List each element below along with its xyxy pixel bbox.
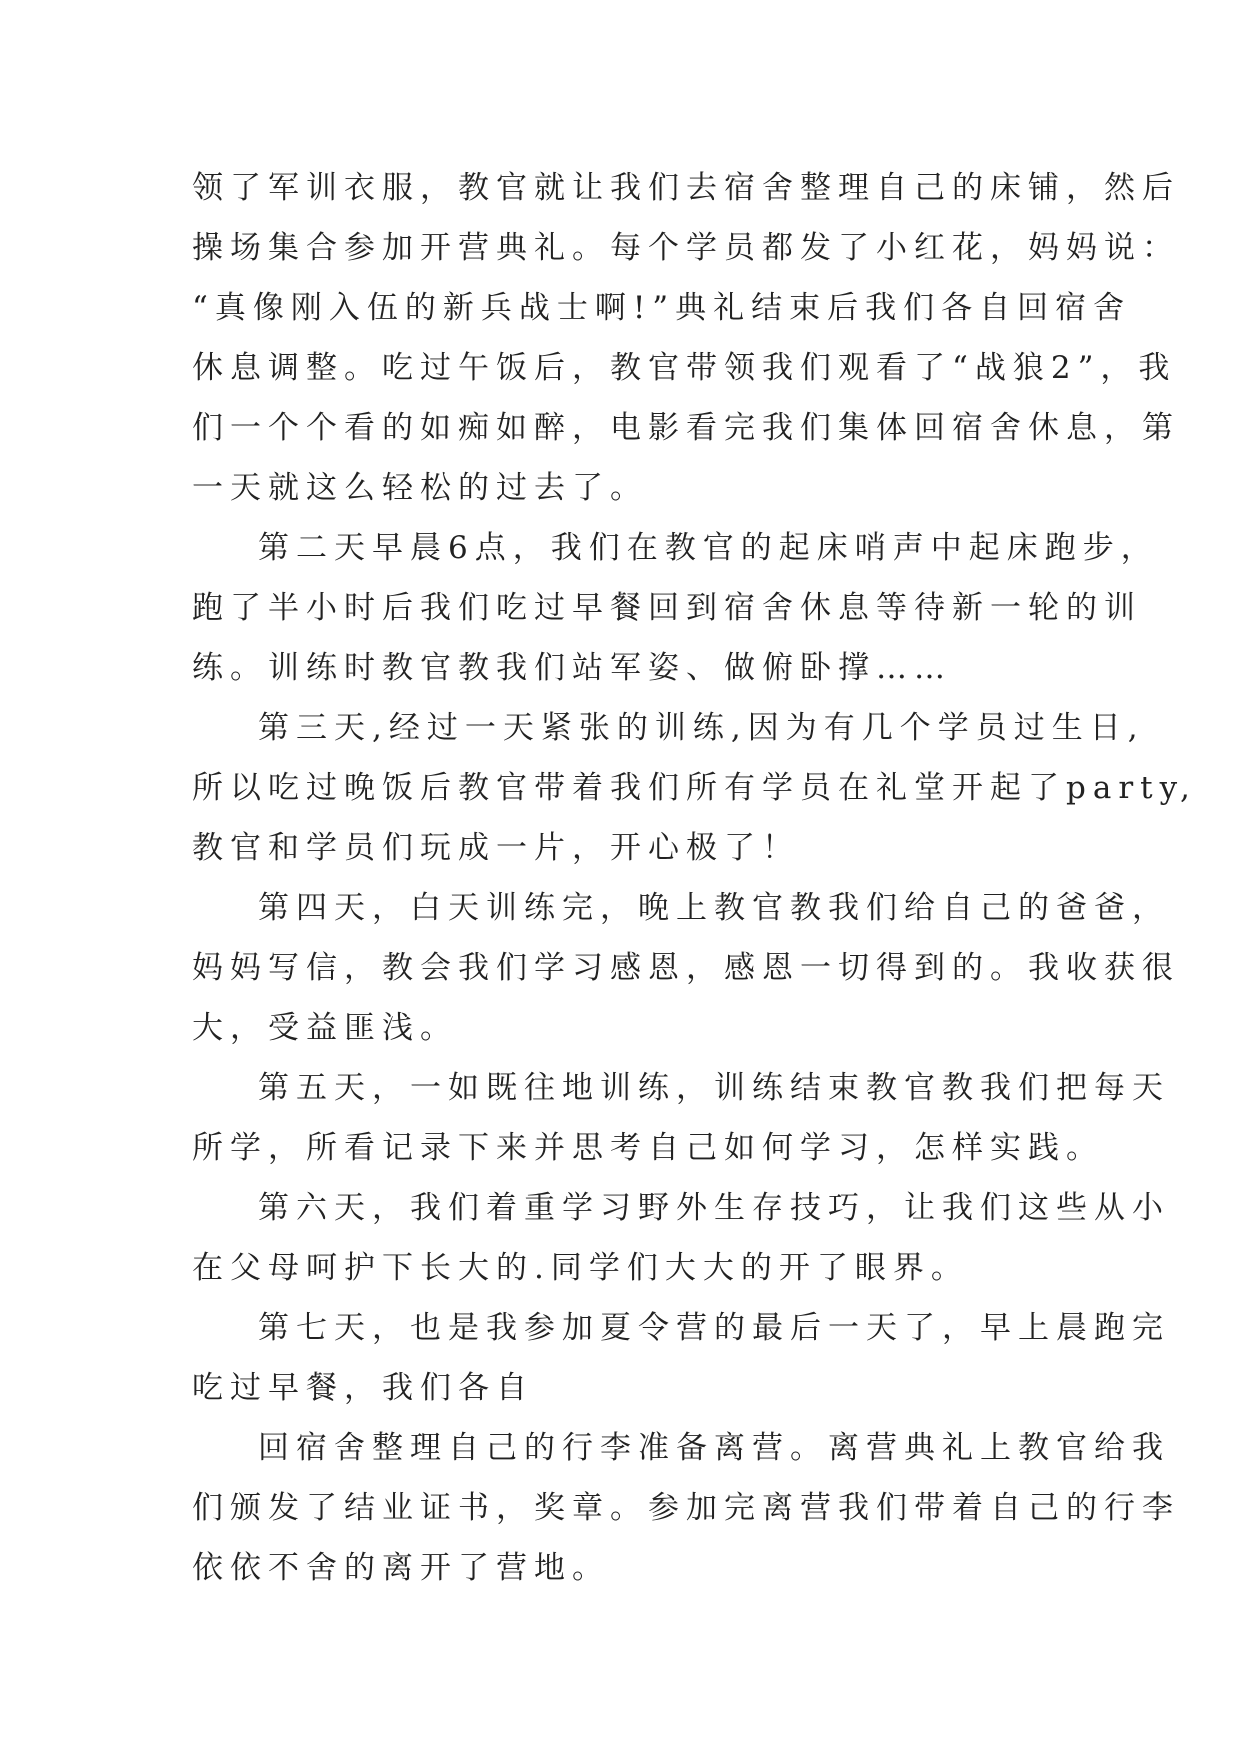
text-line: 跑了半小时后我们吃过早餐回到宿舍休息等待新一轮的训	[192, 590, 1142, 626]
paragraph-first-line: 第二天早晨6点，我们在教官的起床哨声中起床跑步，	[258, 530, 1159, 566]
text-line: 妈妈写信，教会我们学习感恩，感恩一切得到的。我收获很	[192, 950, 1180, 986]
text-line: 所以吃过晚饭后教官带着我们所有学员在礼堂开起了party,	[192, 770, 1197, 806]
text-line: 一天就这么轻松的过去了。	[192, 470, 648, 506]
paragraph-first-line: 第六天，我们着重学习野外生存技巧，让我们这些从小	[258, 1190, 1170, 1226]
text-line: 所学，所看记录下来并思考自己如何学习，怎样实践。	[192, 1130, 1104, 1166]
paragraph-first-line: 回宿舍整理自己的行李准备离营。离营典礼上教官给我	[258, 1430, 1170, 1466]
text-line: 在父母呵护下长大的.同学们大大的开了眼界。	[192, 1250, 969, 1286]
text-line: 教官和学员们玩成一片，开心极了！	[192, 830, 800, 866]
text-line: 练。训练时教官教我们站军姿、做俯卧撑……	[192, 650, 952, 686]
paragraph-first-line: 第五天，一如既往地训练，训练结束教官教我们把每天	[258, 1070, 1170, 1106]
text-line: “真像刚入伍的新兵战士啊!”典礼结束后我们各自回宿舍	[192, 290, 1132, 326]
text-line: 休息调整。吃过午饭后，教官带领我们观看了“战狼2”，我	[192, 350, 1177, 386]
text-line: 们颁发了结业证书，奖章。参加完离营我们带着自己的行李	[192, 1490, 1180, 1526]
text-line: 依依不舍的离开了营地。	[192, 1550, 610, 1586]
paragraph-first-line: 第四天，白天训练完，晚上教官教我们给自己的爸爸，	[258, 890, 1170, 926]
text-line: 们一个个看的如痴如醉，电影看完我们集体回宿舍休息，第	[192, 410, 1180, 446]
text-line: 领了军训衣服，教官就让我们去宿舍整理自己的床铺，然后	[192, 170, 1180, 206]
body-text	[192, 158, 1197, 1598]
paragraph-first-line: 第三天,经过一天紧张的训练,因为有几个学员过生日,	[258, 710, 1145, 746]
text-line: 操场集合参加开营典礼。每个学员都发了小红花，妈妈说：	[192, 230, 1180, 266]
paragraph-first-line: 第七天，也是我参加夏令营的最后一天了，早上晨跑完	[258, 1310, 1170, 1346]
text-line: 吃过早餐，我们各自	[192, 1370, 534, 1406]
text-line: 大，受益匪浅。	[192, 1010, 458, 1046]
